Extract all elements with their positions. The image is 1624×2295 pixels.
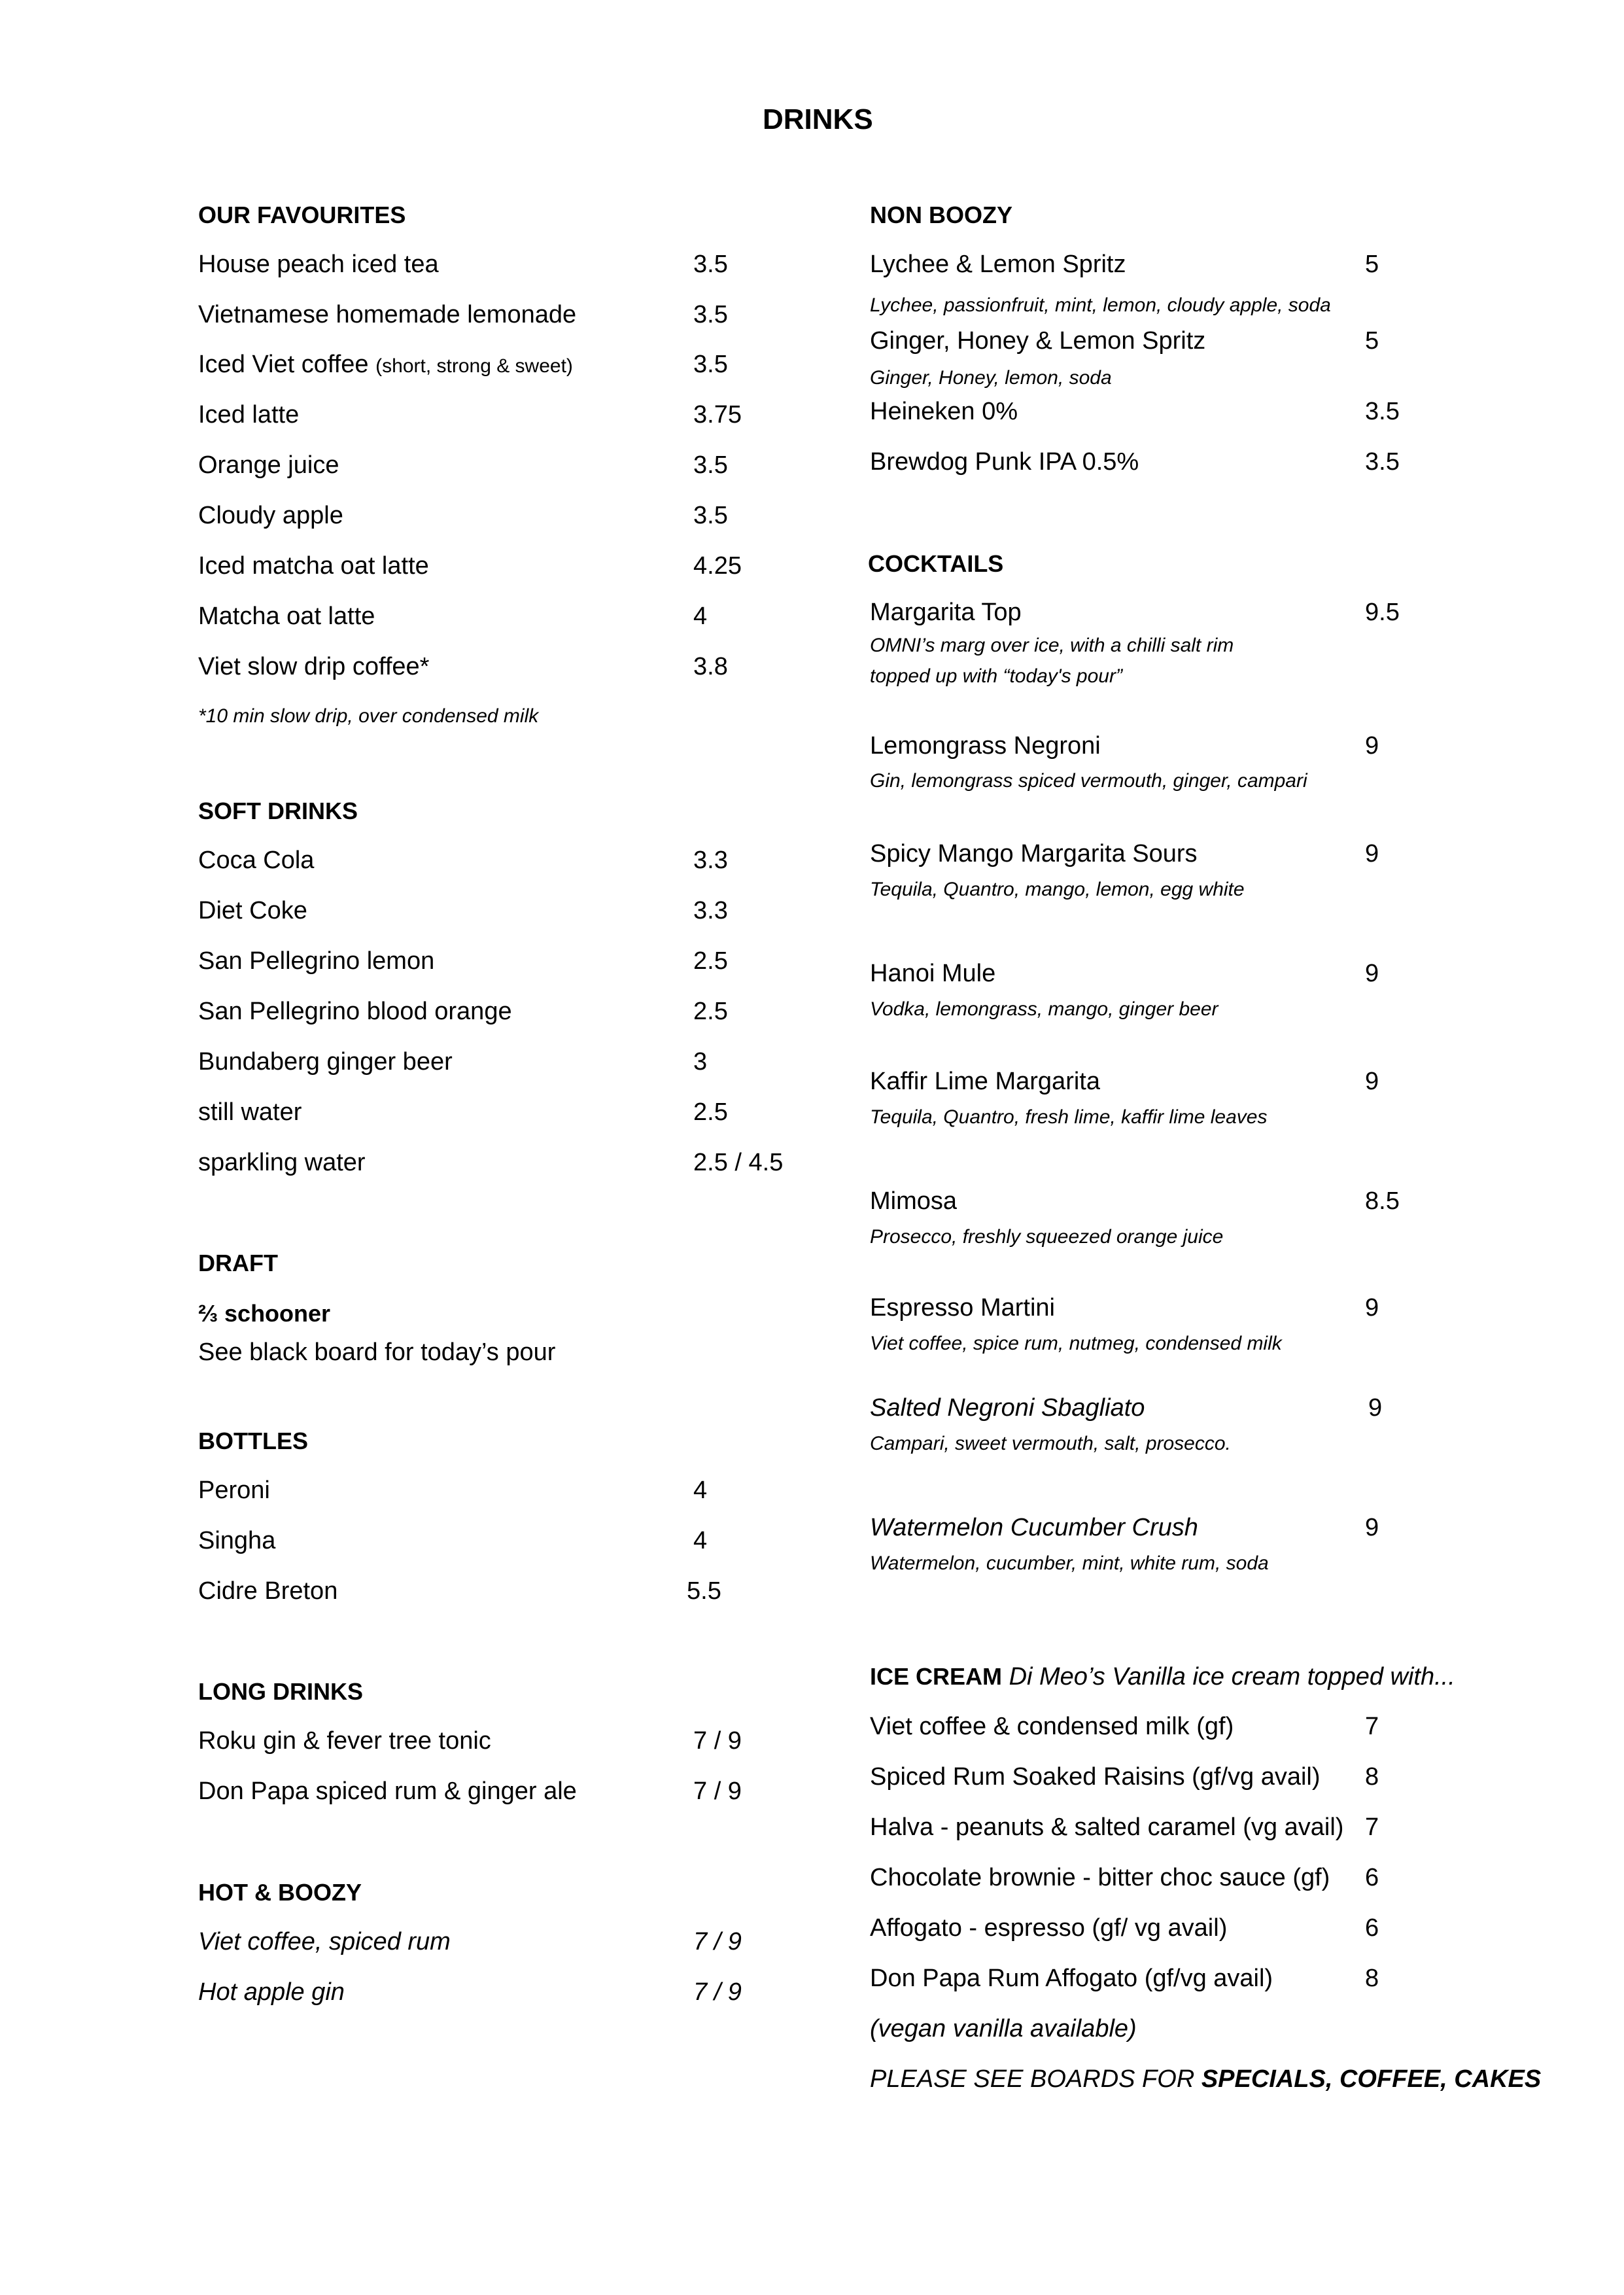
menu-item-price: 7 [1365,1713,1379,1740]
menu-item-note: (short, strong & sweet) [375,355,573,377]
menu-item-name: San Pellegrino blood orange [198,998,512,1025]
menu-item-description: topped up with “today's pour” [870,665,1122,687]
menu-item-price: 5 [1365,327,1379,355]
menu-item-name: Hot apple gin [198,1978,345,2006]
section-heading-favourites: OUR FAVOURITES [198,201,406,228]
section-heading-long-drinks: LONG DRINKS [198,1678,363,1705]
menu-item-description: Gin, lemongrass spiced vermouth, ginger, campari [870,770,1307,792]
menu-item-name: San Pellegrino lemon [198,947,435,975]
menu-item-price: 3.3 [693,897,728,924]
menu-item-price: 3.5 [1365,448,1400,476]
section-heading-soft-drinks: SOFT DRINKS [198,797,358,824]
menu-item-name: Heineken 0% [870,398,1018,425]
menu-item-price: 9 [1365,960,1379,987]
menu-item-name: Lychee & Lemon Spritz [870,251,1126,278]
section-heading-ice-cream: ICE CREAM [870,1663,1003,1690]
menu-item-name: Ginger, Honey & Lemon Spritz [870,327,1206,355]
menu-item-name: Diet Coke [198,897,307,924]
menu-item-price: 7 / 9 [693,1928,742,1955]
menu-item-description: Ginger, Honey, lemon, soda [870,367,1112,389]
menu-item-price: 6 [1365,1864,1379,1891]
menu-item-price: 2.5 [693,998,728,1025]
menu-item-price: 9 [1365,1068,1379,1095]
menu-item-price: 8 [1365,1763,1379,1791]
menu-item-name: Iced matcha oat latte [198,552,429,580]
menu-item-name: Viet coffee & condensed milk (gf) [870,1713,1234,1740]
menu-item-price: 7 / 9 [693,1978,742,2006]
menu-item-name: Spicy Mango Margarita Sours [870,840,1198,867]
menu-item-name: Kaffir Lime Margarita [870,1068,1100,1095]
menu-item-price: 3.5 [693,451,728,479]
menu-item-name: Bundaberg ginger beer [198,1048,453,1076]
menu-item-name: Don Papa Rum Affogato (gf/vg avail) [870,1965,1273,1992]
menu-item-name: Peroni [198,1477,270,1504]
menu-item-name: Viet slow drip coffee* [198,653,430,680]
menu-item-name: still water [198,1098,302,1126]
menu-item-price: 9.5 [1365,599,1400,626]
menu-item-description: Campari, sweet vermouth, salt, prosecco. [870,1433,1231,1454]
menu-item-description: Tequila, Quantro, fresh lime, kaffir lime leaves [870,1106,1268,1128]
menu-item-name: Salted Negroni Sbagliato [870,1394,1145,1422]
menu-item-price: 3.8 [693,653,728,680]
menu-item-name: Cloudy apple [198,502,343,529]
menu-item-price: 9 [1368,1394,1383,1422]
menu-item-name-text: Iced Viet coffee [198,351,369,378]
menu-item-price: 9 [1365,1514,1379,1541]
menu-item-price: 4.25 [693,552,742,580]
menu-item-price: 9 [1365,840,1379,867]
menu-item-description: Watermelon, cucumber, mint, white rum, soda [870,1552,1269,1574]
menu-item-name: Brewdog Punk IPA 0.5% [870,448,1139,476]
menu-item-price: 7 / 9 [693,1727,742,1755]
menu-item-price: 4 [693,1477,708,1504]
boards-notice-prefix: PLEASE SEE BOARDS FOR [870,2065,1201,2093]
menu-item-name: Matcha oat latte [198,603,375,630]
menu-item-price: 4 [693,1527,708,1554]
menu-item-price: 3.5 [693,251,728,278]
menu-item-description: Lychee, passionfruit, mint, lemon, cloudy apple, soda [870,294,1331,316]
menu-item-name: sparkling water [198,1149,366,1176]
menu-item-name [198,351,573,379]
menu-item-name: Espresso Martini [870,1294,1055,1322]
section-heading-draft: DRAFT [198,1250,278,1276]
menu-item-price: 3 [693,1048,708,1076]
menu-item-price: 3.5 [693,301,728,328]
menu-item-price: 3.5 [693,351,728,378]
menu-item-name: Lemongrass Negroni [870,732,1101,760]
menu-item-price: 6 [1365,1914,1379,1942]
menu-item-name: Iced latte [198,401,300,429]
menu-item-name: Hanoi Mule [870,960,996,987]
menu-item-price: 7 / 9 [693,1778,742,1805]
menu-item-name: Affogato - espresso (gf/ vg avail) [870,1914,1228,1942]
section-heading-hot-boozy: HOT & BOOZY [198,1879,362,1906]
menu-item-name: Roku gin & fever tree tonic [198,1727,491,1755]
ice-cream-header [870,1663,1455,1691]
menu-item-name: Orange juice [198,451,339,479]
menu-item-description: Prosecco, freshly squeezed orange juice [870,1226,1224,1248]
page-title: DRINKS [763,103,873,135]
menu-item-price: 3.3 [693,847,728,874]
menu-item-price: 3.5 [693,502,728,529]
menu-item-name: Cidre Breton [198,1577,338,1605]
menu-item-name: Don Papa spiced rum & ginger ale [198,1778,577,1805]
menu-item-price: 2.5 [693,1098,728,1126]
boards-notice [870,2065,1541,2094]
draft-text: See black board for today’s pour [198,1339,556,1366]
menu-item-name: Margarita Top [870,599,1022,626]
menu-item-name: Halva - peanuts & salted caramel (vg avail) [870,1813,1344,1841]
menu-item-price: 9 [1365,732,1379,760]
section-heading-bottles: BOTTLES [198,1428,308,1454]
menu-item-name: Chocolate brownie - bitter choc sauce (gf) [870,1864,1330,1891]
footnote: *10 min slow drip, over condensed milk [198,705,539,727]
boards-notice-emphasis: SPECIALS, COFFEE, CAKES [1201,2065,1542,2093]
ice-cream-tagline: Di Meo’s Vanilla ice cream topped with... [1009,1663,1455,1691]
menu-item-description: Vodka, lemongrass, mango, ginger beer [870,998,1218,1020]
menu-item-name: Vietnamese homemade lemonade [198,301,577,328]
menu-item-price: 9 [1365,1294,1379,1322]
draft-subheading: ⅔ schooner [198,1300,331,1327]
menu-item-price: 3.5 [1365,398,1400,425]
menu-item-description: Viet coffee, spice rum, nutmeg, condensed milk [870,1333,1282,1354]
menu-item-name: Viet coffee, spiced rum [198,1928,451,1955]
menu-item-price: 2.5 [693,947,728,975]
menu-item-name: Watermelon Cucumber Crush [870,1514,1198,1541]
menu-item-description: OMNI’s marg over ice, with a chilli salt rim [870,635,1234,656]
menu-item-price: 4 [693,603,708,630]
menu-item-description: Tequila, Quantro, mango, lemon, egg white [870,879,1245,900]
menu-item-price: 2.5 / 4.5 [693,1149,784,1176]
menu-item-name: Mimosa [870,1187,958,1215]
menu-item-name: Singha [198,1527,276,1554]
vegan-note: (vegan vanilla available) [870,2015,1137,2042]
menu-item-name: House peach iced tea [198,251,439,278]
menu-item-price: 5 [1365,251,1379,278]
menu-item-name: Coca Cola [198,847,315,874]
menu-item-price: 3.75 [693,401,742,429]
menu-item-price: 8.5 [1365,1187,1400,1215]
menu-item-price: 7 [1365,1813,1379,1841]
menu-item-name: Spiced Rum Soaked Raisins (gf/vg avail) [870,1763,1321,1791]
section-heading-non-boozy: NON BOOZY [870,201,1013,228]
section-heading-cocktails: COCKTAILS [868,550,1004,577]
menu-item-price: 8 [1365,1965,1379,1992]
menu-item-price: 5.5 [687,1577,721,1605]
